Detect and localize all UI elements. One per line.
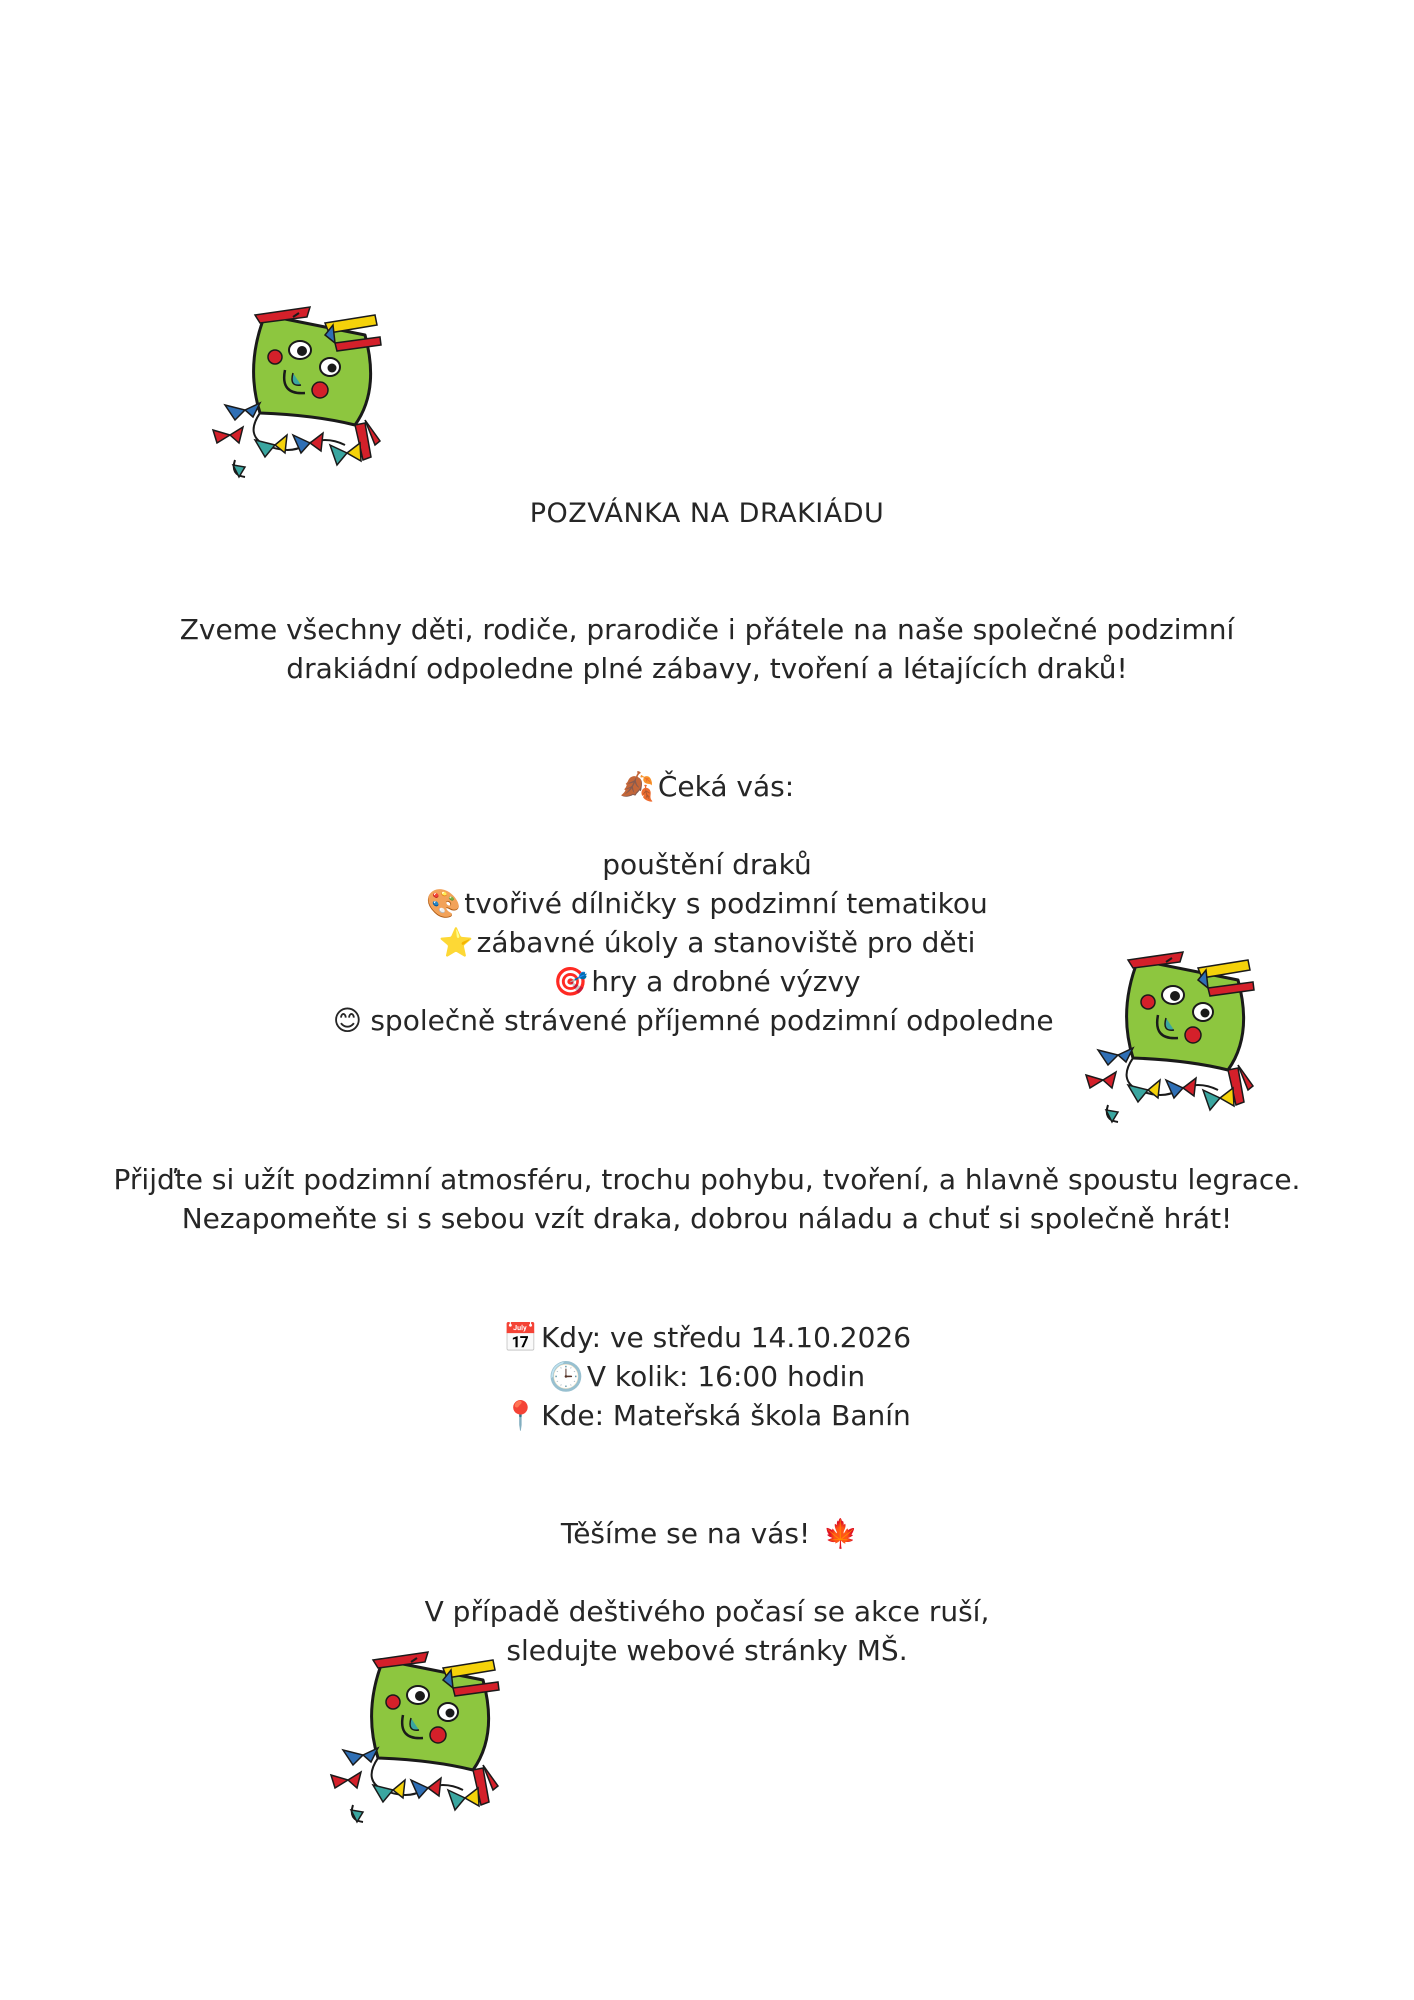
invite-line-2: Nezapomeňte si s sebou vzít draka, dobrou náladu a chuť si společně hrát!: [181, 1202, 1233, 1235]
program-item-text: společně strávené příjemné podzimní odpoledne: [370, 1004, 1054, 1037]
detail-time: [0, 1357, 1414, 1396]
detail-when-text: Kdy: ve středu 14.10.2026: [540, 1321, 912, 1354]
program-item-text: tvořivé dílničky s podzimní tematikou: [464, 887, 988, 920]
detail-place-text: Kde: Mateřská škola Banín: [541, 1399, 911, 1432]
smile-icon: 😊: [332, 1004, 362, 1037]
detail-time-text: V kolik: 16:00 hodin: [586, 1360, 866, 1393]
leaves-icon: 🍂: [619, 770, 655, 803]
rain-note-line-2: sledujte webové stránky MŠ.: [506, 1634, 908, 1667]
page-title: POZVÁNKA NA DRAKIÁDU: [529, 498, 885, 529]
calendar-icon: 📅: [502, 1321, 538, 1354]
intro-line-2: drakiádní odpoledne plné zábavy, tvoření a létajících draků!: [286, 652, 1128, 685]
kite-illustration-top-left: [205, 295, 405, 495]
program-item: [0, 923, 1414, 962]
program-item-text: pouštění draků: [602, 848, 812, 881]
star-icon: ⭐: [438, 926, 474, 959]
program-item-text: zábavné úkoly a stanoviště pro děti: [476, 926, 976, 959]
detail-when: [0, 1318, 1414, 1357]
maple-leaf-icon: 🍁: [823, 1517, 859, 1550]
closing-text: Těšíme se na vás!: [560, 1517, 811, 1550]
detail-place: [0, 1396, 1414, 1435]
program-heading-text: Čeká vás:: [657, 770, 795, 803]
closing-line: [0, 1514, 1414, 1553]
program-item-text: hry a drobné výzvy: [591, 965, 861, 998]
palette-icon: 🎨: [426, 887, 462, 920]
program-item: [0, 884, 1414, 923]
intro-line-1: Zveme všechny děti, rodiče, prarodiče i přátele na naše společné podzimní: [179, 613, 1235, 646]
pin-icon: 📍: [503, 1399, 539, 1432]
kite-illustration-bottom: [323, 1640, 523, 1840]
program-heading: [0, 767, 1414, 806]
program-item: [0, 962, 1414, 1001]
rain-note-line-1: V případě deštivého počasí se akce ruší,: [424, 1595, 990, 1628]
program-item: [0, 845, 1414, 884]
invite-line-1: Přijďte si užít podzimní atmosféru, trochu pohybu, tvoření, a hlavně spoustu legrace.: [113, 1163, 1301, 1196]
program-item: [0, 1001, 1400, 1040]
clock-icon: 🕒: [548, 1360, 584, 1393]
target-icon: 🎯: [553, 965, 589, 998]
